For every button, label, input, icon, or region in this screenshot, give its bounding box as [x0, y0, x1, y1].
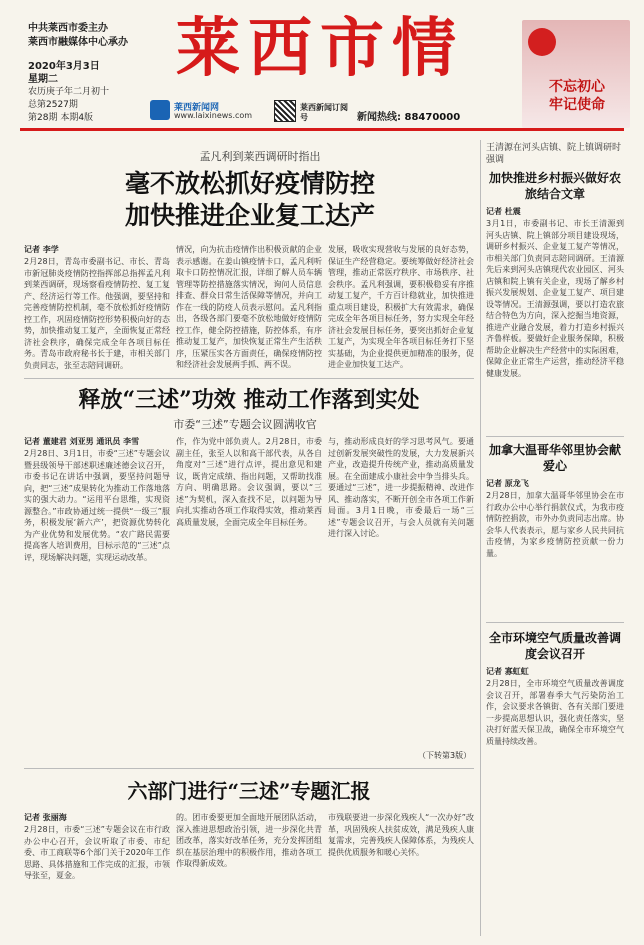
issue-total: 总第2527期: [28, 100, 78, 110]
qr-label: 莱西新闻订阅号: [300, 103, 348, 122]
second-col2: 作，作为党中部负责人。2月28日，市委副主任，张至人以和高干部代表，从各自角度对“三述”进行点评，提出意见和建议，既肯定成绩、指出问题，又帮助找准方向、明确思路。会议强调，要以“三述”为契机，深入查找不足，以问题为导向扎实推动各项工作取得实效，推动莱西高质量发展，全面完成全年目标任务。: [176, 437, 322, 527]
badge-text: [532, 78, 622, 114]
side-story2-headline: 加拿大温哥华邻里协会献爱心: [488, 443, 621, 473]
hotline-label: 新闻热线:: [357, 112, 401, 123]
hotline: [357, 108, 460, 123]
second-kicker: 市委“三述”专题会议圆满收官: [173, 418, 317, 431]
issue-date: 2020年3月3日: [28, 61, 100, 72]
second-headline: 释放“三述”功效 推动工作落到实处: [78, 387, 420, 413]
side-story1-headline: 加快推进乡村振兴做好农旅结合文章: [488, 171, 621, 201]
divider: [486, 436, 624, 437]
date-info: [28, 60, 109, 125]
column-divider: [480, 140, 481, 936]
qr-code-icon: [274, 100, 296, 122]
site-logo[interactable]: [150, 100, 270, 122]
badge-line2: 牢记使命: [549, 97, 605, 113]
publisher-line2: 莱西市融媒体中心承办: [28, 37, 128, 48]
second-byline: 记者 董建君 刘亚男 通讯员 李雪: [24, 437, 140, 446]
publisher-line1: 中共莱西市委主办: [28, 23, 108, 34]
hotline-number: 88470000: [404, 112, 461, 123]
badge-line1: 不忘初心: [549, 79, 605, 95]
side-story2-body: 2月28日，加拿大温哥华邻里协会在市行政办公中心举行捐款仪式，为我市疫情防控捐款，市外办负责同志出席。协会华人代表表示，愿与家乡人民共同抗击疫情，为家乡疫情防控贡献一份力量。: [486, 491, 624, 558]
side-story2-byline: 记者 原龙飞: [486, 479, 529, 488]
lead-col1: 2月28日，青岛市委副书记、市长、青岛市新冠肺炎疫情防控指挥部总指挥孟凡利到莱西调研，现场察看疫情防控、复工复产、经济运行等工作。他强调，要坚持和完善疫情防控机制，毫不放松抓好疫情防控工作，巩固疫情防控形势积极向好的态势，加快推动复工复产，全面恢复正常经济社会秩序，确保完成全年各项目标任务。青岛市政府秘书长于建，市相关部门负责同志，张至志陪同调研。: [24, 257, 170, 370]
site-url[interactable]: www.laixinews.com: [174, 111, 253, 120]
lead-kicker: 孟凡利到莱西调研时指出: [199, 150, 321, 163]
site-name: 莱西新闻网: [174, 103, 220, 113]
weekday: 星期二: [28, 74, 58, 85]
lead-headline-line2: 加快推进企业复工达产: [124, 201, 375, 230]
lead-headline: [40, 168, 460, 232]
third-col3: 市残联要进一步深化残疾人“一次办好”改革，巩固残疾人扶贫成效，满足残疾人康复需求，完善残疾人保障体系，为残疾人提供优质服务和暖心关怀。: [328, 813, 474, 857]
divider: [486, 622, 624, 623]
second-col3: 与，推动形成良好的学习思考风气。要通过创新发展突破性的发展，大力发展新兴产业，改造提升传统产业，推动高质量发展。在全面建成小康社会中争当排头兵。要通过“三述”，进一步提振精神、改进作风、推动落实，不断开创全市各项工作新局面。3月1日晚，市委最后一场“三述”专题会议召开，与会人员就有关问题进行深入讨论。: [328, 437, 474, 538]
side-story1-body: 3月1日，市委副书记、市长王清源到河头店镇、院上镇部分项目建设现场，调研乡村振兴、企业复工复产等情况，市相关部门负责同志陪同调研。王清源先后来到河头店镇现代农业园区、河头店镇和院上镇有关企业，现场了解乡村振兴发展规划、企业复工复产、项目建设等情况。王清源强调，要以打造农旅结合特色为方向，深入挖掘当地资源，推进产业融合发展，着力打造乡村振兴齐鲁样板。要做好企业服务保障，积极帮助企业解决生产经营中的实际困难，保障企业正常生产运营，推动经济平稳健康发展。: [486, 219, 624, 378]
side-story3-headline: 全市环境空气质量改善调度会议召开: [488, 631, 621, 661]
third-headline: 六部门进行“三述”专题汇报: [127, 779, 371, 803]
newspaper-title: 莱西市情: [176, 11, 464, 86]
publisher-info: [28, 22, 128, 50]
masthead: [0, 0, 644, 128]
side-story3-body: 2月28日，全市环境空气质量改善调度会议召开，部署春季大气污染防治工作，会议要求各镇街、各有关部门要进一步提高思想认识，强化责任落实，坚决打好蓝天保卫战，确保全市环境空气质量持续改善。: [486, 679, 624, 746]
divider: [24, 378, 474, 379]
side-story1-byline: 记者 杜震: [486, 207, 521, 216]
lead-headline-line1: 毫不放松抓好疫情防控: [124, 169, 375, 198]
third-col1: 2月28日，市委“三述”专题会议在市行政办公中心召开，会议听取了市委、市纪委、市工商联等6个部门关于2020年工作思路、具体措施和工作完成的汇报，市领导张至，夏金。: [24, 825, 170, 880]
lead-col2: 情况，向为抗击疫情作出积极贡献的企业表示感谢。在姜山镇疫情卡口，孟凡利听取卡口防控情况汇报，详细了解人员车辆管理等防控措施落实情况，询问人员信息排查、群众日常生活保障等情况，并向工作在一线的防疫人员表示慰问。孟凡利指出，各级各部门要毫不放松地做好疫情防控工作，健全防控措施，防控体系，有序推动复工复产，加快恢复正常生产生活秩序，压紧压实各方面责任，确保疫情防控和经济社会发展两手抓、两不误。: [176, 245, 322, 369]
divider: [24, 768, 474, 769]
side-story3-byline: 记者 寡虹虹: [486, 667, 529, 676]
slogan-badge: [522, 20, 630, 128]
lead-byline: 记者 李学: [24, 245, 59, 254]
third-byline: 记者 张丽海: [24, 813, 67, 822]
lead-col3: 发展，吸收实现营收与发展的良好态势，保证生产经营稳定。要统筹做好经济社会管理，推动正常医疗秩序、市场秩序、社会秩序。孟凡利强调，要积极稳妥有序推动复工复产，千方百计稳就业，加快推进重点项目建设，积极扩大有效需求，确保完成全年各项目标任务，努力实现全年经济社会发展目标任务，要突出抓好企业复工复产，为实现全年各项目标任务打下坚实基础，为企业提供更加精准的服务，促进企业加快复工达产。: [328, 245, 474, 369]
party-emblem-icon: [528, 28, 556, 56]
second-col1: 2月28日、3月1日，市委“三述”专题会议暨县级领导干部述职述廉述德会议召开，市委书记在讲话中强调，要坚持问题导向，把“三述”成果转化为推动工作落地落实的强大动力。“运用平台思维，实现资源整合。”市政协通过统一提供“一级三”服务，积极发展‘新六产’，把资源优势转化为产业优势和发展优势。“农广路民需要提高客人培训费用，目标示范的“三述”点评，现场解决问题，实现运动改革。: [24, 449, 170, 562]
site-logo-icon: [150, 100, 170, 120]
side-story1-kicker: 王清源在河头店镇、院上镇调研时强调: [486, 143, 622, 165]
issue-num: 第28期 本期4版: [28, 113, 94, 123]
third-col2: 的。团市委要更加全面地开展团队活动，深入推进思想政治引领，进一步深化共青团改革，落实好改革任务，充分发挥团组织在基层治理中的积极作用，推动各项工作取得新成效。: [176, 813, 322, 868]
continued-note[interactable]: （下转第3版）: [418, 751, 472, 760]
masthead-divider: [20, 128, 624, 131]
lunar-date: 农历庚子年二月初十: [28, 87, 110, 97]
